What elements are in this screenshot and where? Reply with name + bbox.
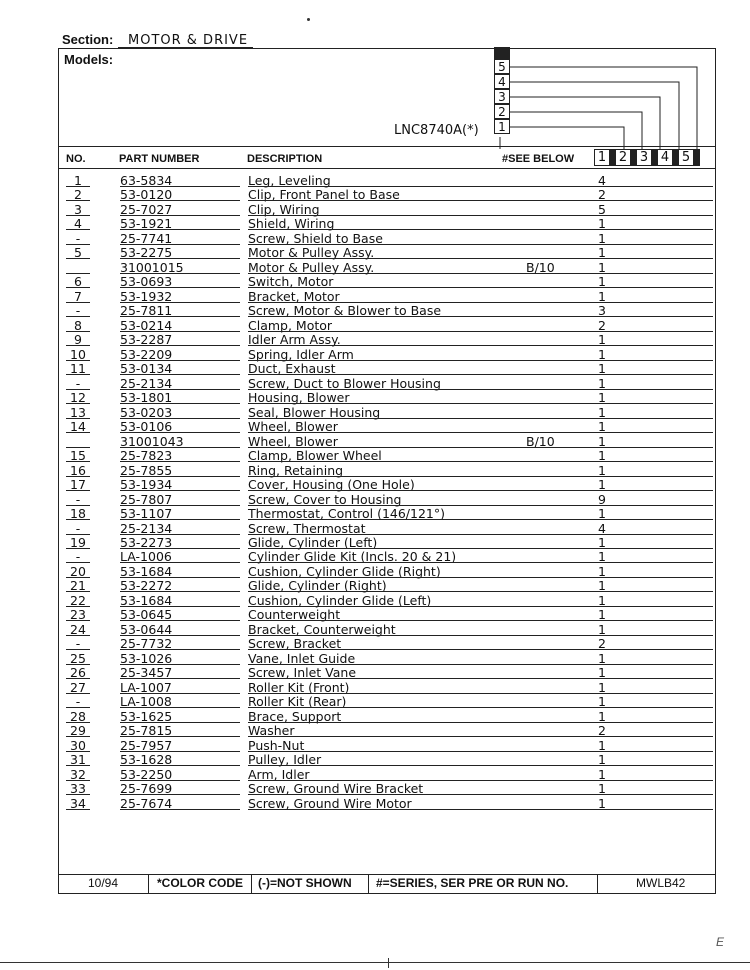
- row-no: 23: [70, 607, 86, 623]
- row-no: 34: [70, 795, 86, 811]
- row-description: Cushion, Cylinder Glide (Right): [248, 563, 441, 579]
- row-qty: 4: [598, 520, 606, 536]
- table-row: [58, 694, 716, 708]
- row-no: 32: [70, 766, 86, 782]
- row-part-number: 25-2134: [120, 375, 173, 391]
- row-description: Screw, Inlet Vane: [248, 665, 357, 681]
- row-description: Seal, Blower Housing: [248, 404, 381, 420]
- table-row: [58, 434, 716, 448]
- model-col-divider: [694, 149, 700, 166]
- footer-doc-id: MWLB42: [636, 876, 686, 890]
- table-row: [58, 796, 716, 810]
- header-bottom-rule: [58, 168, 716, 169]
- row-no: 27: [70, 679, 86, 695]
- table-row: [58, 651, 716, 665]
- row-part-number: 53-1026: [120, 650, 173, 666]
- row-description: Duct, Exhaust: [248, 361, 336, 377]
- row-qty: 1: [598, 404, 606, 420]
- row-part-number: 31001015: [120, 259, 184, 275]
- row-description: Clip, Front Panel to Base: [248, 187, 400, 203]
- table-row: [58, 535, 716, 549]
- row-description: Wheel, Blower: [248, 419, 338, 435]
- row-qty: 3: [598, 303, 606, 319]
- table-row: [58, 607, 716, 621]
- row-qty: 1: [598, 216, 606, 232]
- footer-divider: [597, 874, 598, 894]
- row-qty: 1: [598, 781, 606, 797]
- row-description: Cover, Housing (One Hole): [248, 477, 415, 493]
- row-no: 8: [74, 317, 82, 333]
- row-no: -: [75, 636, 81, 652]
- footer-series-note: #=SERIES, SER PRE OR RUN NO.: [376, 876, 569, 890]
- row-part-number: 53-0134: [120, 361, 173, 377]
- footer-divider: [368, 874, 369, 894]
- row-description: Bracket, Motor: [248, 288, 340, 304]
- row-description: Screw, Ground Wire Bracket: [248, 781, 424, 797]
- row-description: Washer: [248, 723, 295, 739]
- table-row: [58, 347, 716, 361]
- row-part-number: 53-2272: [120, 578, 173, 594]
- row-description: Bracket, Counterweight: [248, 621, 396, 637]
- row-no: 7: [74, 288, 82, 304]
- row-part-number: 25-7957: [120, 737, 173, 753]
- row-qty: 1: [598, 419, 606, 435]
- table-row: [58, 260, 716, 274]
- table-row: [58, 173, 716, 187]
- model-stack-2: 2: [494, 104, 510, 119]
- row-qty: 1: [598, 361, 606, 377]
- row-qty: 1: [598, 448, 606, 464]
- row-qty: 2: [598, 723, 606, 739]
- row-qty: 1: [598, 694, 606, 710]
- row-underline: [66, 809, 90, 810]
- row-no: 29: [70, 723, 86, 739]
- row-qty: 2: [598, 636, 606, 652]
- row-qty: 9: [598, 491, 606, 507]
- table-row: [58, 448, 716, 462]
- row-description: Clamp, Blower Wheel: [248, 448, 382, 464]
- table-row: [58, 405, 716, 419]
- row-description: Glide, Cylinder (Right): [248, 578, 387, 594]
- row-part-number: 25-7741: [120, 230, 173, 246]
- col-header-no: NO.: [66, 153, 86, 165]
- row-no: 6: [74, 274, 82, 290]
- row-description: Idler Arm Assy.: [248, 332, 341, 348]
- row-qty: 1: [598, 332, 606, 348]
- table-row: [58, 361, 716, 375]
- row-no: -: [75, 375, 81, 391]
- model-stack-4: 4: [494, 74, 510, 89]
- row-part-number: 25-7674: [120, 795, 173, 811]
- row-part-number: 53-0214: [120, 317, 173, 333]
- row-no: 18: [70, 506, 86, 522]
- row-part-number: 53-0106: [120, 419, 173, 435]
- corner-mark: E: [716, 935, 725, 949]
- row-part-number: 53-0203: [120, 404, 173, 420]
- table-row: [58, 738, 716, 752]
- row-description: Counterweight: [248, 607, 341, 623]
- row-no: 14: [70, 419, 86, 435]
- table-row: [58, 549, 716, 563]
- row-description: Switch, Motor: [248, 274, 334, 290]
- models-label: Models:: [64, 52, 114, 67]
- row-qty: 1: [598, 679, 606, 695]
- row-underline: [120, 809, 240, 810]
- model-col-5: 5: [678, 149, 694, 166]
- row-no: 20: [70, 563, 86, 579]
- row-description: Screw, Ground Wire Motor: [248, 795, 412, 811]
- row-qty: 1: [598, 390, 606, 406]
- row-description: Screw, Bracket: [248, 636, 342, 652]
- row-qty: 1: [598, 621, 606, 637]
- row-qty: 1: [598, 477, 606, 493]
- row-description: Screw, Cover to Housing: [248, 491, 402, 507]
- row-qty: 1: [598, 433, 606, 449]
- row-no: 2: [74, 187, 82, 203]
- model-col-4: 4: [657, 149, 673, 166]
- row-description: Wheel, Blower: [248, 433, 338, 449]
- row-qty: 1: [598, 259, 606, 275]
- row-no: 12: [70, 390, 86, 406]
- row-description: Brace, Support: [248, 708, 342, 724]
- row-part-number: 53-2275: [120, 245, 173, 261]
- row-part-number: 25-7815: [120, 723, 173, 739]
- row-description: Arm, Idler: [248, 766, 310, 782]
- row-qty: 4: [598, 173, 606, 188]
- row-part-number: 53-0693: [120, 274, 173, 290]
- row-part-number: LA-1006: [120, 549, 172, 565]
- row-part-number: 53-1934: [120, 477, 173, 493]
- row-part-number: 53-2250: [120, 766, 173, 782]
- row-no: 13: [70, 404, 86, 420]
- row-qty: 1: [598, 274, 606, 290]
- table-row: [58, 332, 716, 346]
- model-col-2: 2: [615, 149, 631, 166]
- row-part-number: 25-7811: [120, 303, 173, 319]
- row-no: 10: [70, 346, 86, 362]
- row-no: 21: [70, 578, 86, 594]
- row-no: -: [75, 303, 81, 319]
- row-description: Clamp, Motor: [248, 317, 333, 333]
- row-description: Screw, Shield to Base: [248, 230, 383, 246]
- row-qty: 1: [598, 752, 606, 768]
- row-description: Pulley, Idler: [248, 752, 322, 768]
- row-description: Thermostat, Control (146/121°): [248, 506, 446, 522]
- row-description: Spring, Idler Arm: [248, 346, 354, 362]
- table-row: [58, 521, 716, 535]
- row-part-number: 25-2134: [120, 520, 173, 536]
- row-qty: 1: [598, 288, 606, 304]
- row-part-number: 25-7855: [120, 462, 173, 478]
- row-part-number: 53-2273: [120, 535, 173, 550]
- table-row: [58, 463, 716, 477]
- row-description: Push-Nut: [248, 737, 305, 753]
- table-row: [58, 564, 716, 578]
- row-qty: 1: [598, 549, 606, 565]
- table-row: [58, 636, 716, 650]
- table-row: [58, 578, 716, 592]
- row-qty: 2: [598, 317, 606, 333]
- row-qty: 1: [598, 665, 606, 681]
- row-no: -: [75, 230, 81, 246]
- row-part-number: 25-7699: [120, 781, 173, 797]
- row-part-number: 53-2209: [120, 346, 173, 362]
- table-row: [58, 593, 716, 607]
- row-description: Leg, Leveling: [248, 173, 331, 188]
- footer-not-shown: (-)=NOT SHOWN: [258, 876, 352, 890]
- section-label: Section:: [62, 32, 114, 47]
- table-row: [58, 680, 716, 694]
- row-description: Glide, Cylinder (Left): [248, 535, 378, 550]
- model-col-3: 3: [636, 149, 652, 166]
- row-part-number: 53-1107: [120, 506, 173, 522]
- row-part-number: 25-7807: [120, 491, 173, 507]
- row-part-number: 53-1801: [120, 390, 173, 406]
- row-no: 11: [70, 361, 86, 377]
- table-row: [58, 752, 716, 766]
- table-row: [58, 245, 716, 259]
- row-no: 25: [70, 650, 86, 666]
- row-description: Clip, Wiring: [248, 201, 320, 217]
- table-row: [58, 767, 716, 781]
- table-row: [58, 622, 716, 636]
- row-underline: [248, 809, 658, 810]
- table-row: [58, 419, 716, 433]
- row-no: 19: [70, 535, 86, 550]
- model-stack-1: 1: [494, 119, 510, 134]
- row-description: Screw, Thermostat: [248, 520, 366, 536]
- table-row: [58, 781, 716, 795]
- row-description: Cylinder Glide Kit (Incls. 20 & 21): [248, 549, 457, 565]
- row-part-number: 25-7823: [120, 448, 173, 464]
- row-no: 5: [74, 245, 82, 261]
- table-row: [58, 477, 716, 491]
- row-qty: 1: [598, 592, 606, 608]
- row-no: 31: [70, 752, 86, 768]
- row-part-number: LA-1008: [120, 694, 172, 710]
- col-header-part-number: PART NUMBER: [119, 153, 200, 165]
- row-part-number: 25-7027: [120, 201, 173, 217]
- table-row: [58, 274, 716, 288]
- row-no: 15: [70, 448, 86, 464]
- row-qty: 1: [598, 708, 606, 724]
- row-part-number: 53-1684: [120, 592, 173, 608]
- row-description: Roller Kit (Rear): [248, 694, 347, 710]
- table-row: [58, 723, 716, 737]
- col-header-see-below: #SEE BELOW: [502, 153, 575, 165]
- row-qty: 1: [598, 578, 606, 594]
- row-qty: 2: [598, 187, 606, 203]
- row-qty: 1: [598, 795, 606, 811]
- row-description: Vane, Inlet Guide: [248, 650, 356, 666]
- row-qty: 1: [598, 535, 606, 550]
- row-description: Shield, Wiring: [248, 216, 335, 232]
- col-header-description: DESCRIPTION: [247, 153, 323, 165]
- row-part-number: 53-1625: [120, 708, 173, 724]
- row-part-number: 31001043: [120, 433, 184, 449]
- row-no: 28: [70, 708, 86, 724]
- row-part-number: 53-1921: [120, 216, 173, 232]
- row-qty: 1: [598, 607, 606, 623]
- row-part-number: LA-1007: [120, 679, 172, 695]
- row-no: -: [75, 694, 81, 710]
- row-qty: 1: [598, 737, 606, 753]
- row-no: -: [75, 520, 81, 536]
- footer-divider: [251, 874, 252, 894]
- row-part-number: 53-0120: [120, 187, 173, 203]
- row-qty: 1: [598, 245, 606, 261]
- row-see-below: B/10: [526, 433, 555, 449]
- row-underline: [598, 809, 713, 810]
- section-value: MOTOR & DRIVE: [128, 33, 249, 48]
- row-part-number: 63-5834: [120, 173, 173, 188]
- row-part-number: 53-0644: [120, 621, 173, 637]
- row-description: Motor & Pulley Assy.: [248, 245, 375, 261]
- page-bottom-rule: [0, 962, 750, 963]
- table-row: [58, 303, 716, 317]
- row-no: 30: [70, 737, 86, 753]
- row-description: Roller Kit (Front): [248, 679, 350, 695]
- row-part-number: 53-0645: [120, 607, 173, 623]
- footer-date: 10/94: [88, 876, 119, 890]
- row-no: 4: [74, 216, 82, 232]
- row-description: Cushion, Cylinder Glide (Left): [248, 592, 432, 608]
- table-row: [58, 231, 716, 245]
- row-part-number: 53-1932: [120, 288, 173, 304]
- row-description: Motor & Pulley Assy.: [248, 259, 375, 275]
- row-see-below: B/10: [526, 259, 555, 275]
- row-part-number: 25-7732: [120, 636, 173, 652]
- footer-color-code: *COLOR CODE: [157, 876, 244, 890]
- row-qty: 1: [598, 346, 606, 362]
- model-name: LNC8740A(*): [394, 123, 479, 138]
- header-top-rule: [58, 146, 716, 147]
- table-row: [58, 187, 716, 201]
- table-row: [58, 492, 716, 506]
- model-col-1: 1: [594, 149, 610, 166]
- row-no: 17: [70, 477, 86, 493]
- row-qty: 1: [598, 375, 606, 391]
- footer-rule: [58, 874, 716, 875]
- table-row: [58, 665, 716, 679]
- row-qty: 1: [598, 563, 606, 579]
- row-qty: 1: [598, 462, 606, 478]
- row-no: 33: [70, 781, 86, 797]
- model-stack-5: 5: [494, 59, 510, 74]
- table-row: [58, 216, 716, 230]
- table-row: [58, 390, 716, 404]
- row-no: 9: [74, 332, 82, 348]
- row-no: 26: [70, 665, 86, 681]
- row-part-number: 53-1628: [120, 752, 173, 768]
- row-no: 22: [70, 592, 86, 608]
- footer-divider: [148, 874, 149, 894]
- table-row: [58, 376, 716, 390]
- row-qty: 1: [598, 506, 606, 522]
- page-bottom-tick: [388, 958, 389, 968]
- model-stack-3: 3: [494, 89, 510, 104]
- table-row: [58, 202, 716, 216]
- row-description: Screw, Duct to Blower Housing: [248, 375, 441, 391]
- row-description: Screw, Motor & Blower to Base: [248, 303, 442, 319]
- table-row: [58, 709, 716, 723]
- model-stack-cap: [494, 47, 510, 59]
- row-description: Ring, Retaining: [248, 462, 344, 478]
- row-no: -: [75, 491, 81, 507]
- table-row: [58, 506, 716, 520]
- row-description: Housing, Blower: [248, 390, 350, 406]
- row-qty: 5: [598, 201, 606, 217]
- row-part-number: 53-1684: [120, 563, 173, 579]
- row-part-number: 25-3457: [120, 665, 173, 681]
- row-no: 24: [70, 621, 86, 637]
- row-qty: 1: [598, 230, 606, 246]
- table-row: [58, 289, 716, 303]
- row-no: 1: [74, 173, 82, 188]
- row-qty: 1: [598, 766, 606, 782]
- row-part-number: 53-2287: [120, 332, 173, 348]
- row-no: 3: [74, 201, 82, 217]
- row-no: -: [75, 549, 81, 565]
- row-no: 16: [70, 462, 86, 478]
- row-qty: 1: [598, 650, 606, 666]
- table-row: [58, 318, 716, 332]
